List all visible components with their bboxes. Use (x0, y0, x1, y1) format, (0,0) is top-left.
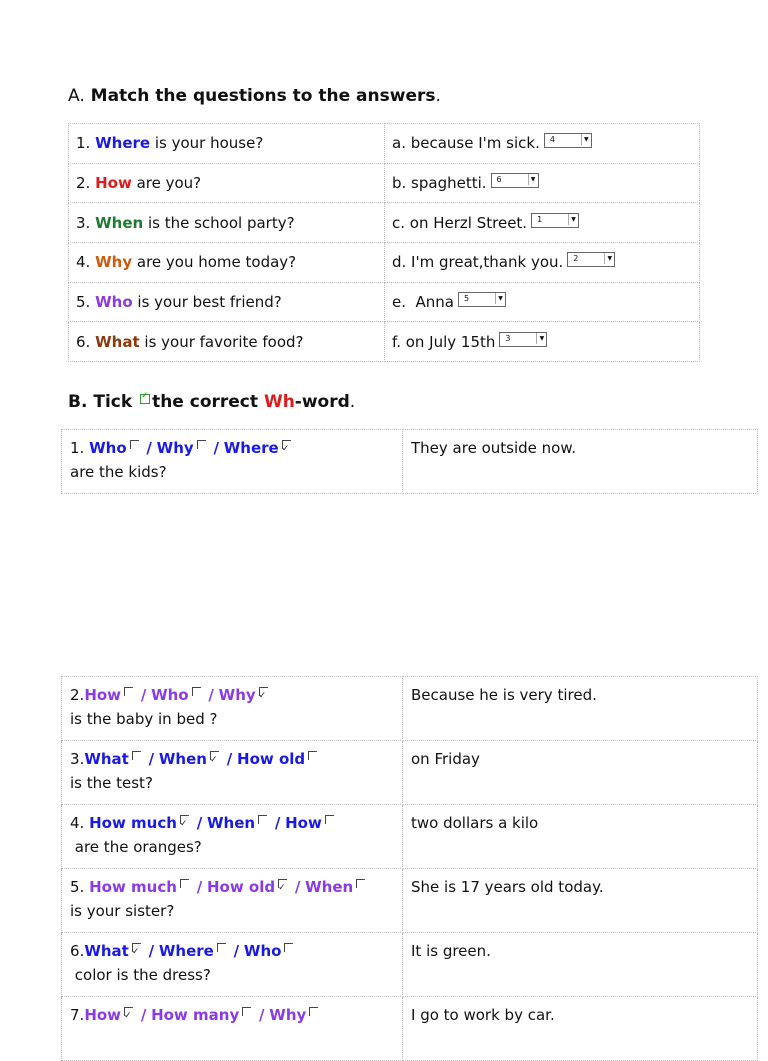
answer-cell (385, 322, 700, 362)
chevron-down-icon[interactable]: ▼ (604, 253, 614, 264)
question-cell (69, 203, 385, 243)
chevron-down-icon[interactable]: ▼ (528, 174, 538, 185)
separator: / (208, 686, 214, 704)
checkbox[interactable] (308, 751, 317, 760)
section-b-heading (68, 392, 355, 412)
table-row (69, 243, 700, 283)
table-row (62, 997, 758, 1061)
table-row (62, 933, 758, 997)
question-cell (69, 243, 385, 283)
section-b-wh: Wh (263, 392, 295, 412)
option-label: How many (151, 1006, 240, 1024)
match-table (68, 123, 700, 362)
option-label: How (84, 686, 122, 704)
question-text: is your house? (154, 134, 264, 153)
select-value: 1 (537, 214, 543, 224)
checkbox[interactable] (325, 815, 334, 824)
answer-text: on Friday (411, 750, 480, 768)
separator: / (146, 439, 152, 457)
table-row (69, 322, 700, 362)
question-cell (69, 163, 385, 203)
separator: / (148, 942, 155, 960)
answer-text: Because he is very tired. (411, 686, 597, 704)
answer-text: I go to work by car. (411, 1006, 555, 1024)
checkbox[interactable] (242, 1007, 251, 1016)
separator: / (196, 814, 203, 832)
table-row (62, 741, 758, 805)
question-number: 5. (70, 878, 85, 896)
checkbox-checked[interactable] (210, 751, 219, 760)
question-tail: is your sister? (70, 902, 175, 920)
question-number: 1. (70, 439, 85, 457)
select-value: 5 (464, 294, 470, 304)
option-label: Where (158, 942, 214, 960)
question-cell (62, 933, 403, 997)
question-number: 2. (76, 174, 91, 193)
answer-cell (403, 677, 758, 741)
question-tail: is the baby in bed ? (70, 710, 218, 728)
match-select[interactable] (458, 292, 506, 307)
select-value: 3 (505, 333, 511, 343)
separator: / (259, 1006, 265, 1024)
question-tail: are the oranges? (74, 838, 202, 856)
answer-text: e. Anna (392, 293, 454, 312)
answer-text: They are outside now. (411, 439, 576, 457)
separator: / (274, 814, 281, 832)
answer-text: d. I'm great,thank you. (392, 253, 564, 272)
answer-text: two dollars a kilo (411, 814, 539, 832)
answer-cell (385, 124, 700, 164)
answer-text: f. on July 15th (392, 332, 496, 351)
select-value: 4 (549, 135, 555, 145)
answer-text: She is 17 years old today. (411, 878, 604, 896)
checkbox[interactable] (284, 943, 293, 952)
checkbox[interactable] (356, 879, 365, 888)
question-cell (62, 869, 403, 933)
match-select[interactable] (544, 133, 592, 148)
answer-cell (385, 163, 700, 203)
answer-cell (403, 933, 758, 997)
section-a-heading (68, 86, 441, 106)
option-label: Who (89, 439, 127, 457)
checkbox-checked[interactable] (278, 879, 287, 888)
match-select[interactable] (567, 252, 615, 267)
checkbox[interactable] (197, 440, 206, 449)
select-value: 2 (573, 254, 579, 264)
option-label: Why (269, 1006, 307, 1024)
question-number: 4. (70, 814, 85, 832)
answer-cell (403, 997, 758, 1061)
wh-word: What (95, 332, 140, 351)
question-number: 6. (76, 332, 91, 351)
section-a-letter: A (68, 86, 80, 106)
checkbox[interactable] (130, 440, 139, 449)
checkbox[interactable] (258, 815, 267, 824)
option-label: Why (156, 439, 194, 457)
question-tail: are the kids? (70, 463, 167, 481)
separator: / (140, 1006, 147, 1024)
option-label: How much (89, 814, 177, 832)
table-row (62, 869, 758, 933)
option-label: Where (223, 439, 279, 457)
option-label: How old (237, 750, 306, 768)
question-number: 7. (70, 1006, 85, 1024)
section-a-end: . (435, 86, 441, 106)
question-cell (62, 997, 403, 1061)
table-row (62, 805, 758, 869)
question-text: is the school party? (147, 213, 295, 232)
separator: / (226, 750, 233, 768)
answer-text: b. spaghetti. (392, 174, 487, 193)
checkbox[interactable] (192, 687, 201, 696)
wh-word: Why (95, 253, 133, 272)
wh-word: When (95, 213, 144, 232)
checkbox-checked[interactable] (259, 687, 268, 696)
checkbox-checked[interactable] (180, 815, 189, 824)
wh-word: Where (95, 134, 151, 153)
answer-cell (385, 243, 700, 283)
option-label: Who (243, 942, 282, 960)
answer-cell (403, 741, 758, 805)
separator: / (148, 750, 155, 768)
section-a-dot: . (79, 86, 85, 106)
separator: / (196, 878, 203, 896)
wh-word: How (95, 174, 132, 193)
table-row (62, 430, 758, 494)
option-label: Why (218, 686, 256, 704)
checkbox[interactable] (309, 1007, 318, 1016)
question-text: is your favorite food? (144, 332, 304, 351)
section-b-letter: B. (68, 392, 88, 412)
chevron-down-icon[interactable]: ▼ (536, 333, 546, 344)
tick-table-1 (61, 429, 758, 494)
question-number: 3. (70, 750, 85, 768)
select-value: 6 (496, 175, 502, 185)
checkbox-checked-icon (140, 394, 150, 404)
option-label: How old (206, 878, 276, 896)
section-b-title: the correct (152, 392, 259, 412)
section-b-end: . (349, 392, 356, 412)
question-cell (62, 805, 403, 869)
checkbox-checked[interactable] (282, 440, 291, 449)
answer-cell (403, 805, 758, 869)
option-label: When (158, 750, 207, 768)
answer-cell (403, 430, 758, 494)
question-tail: color is the dress? (74, 966, 211, 984)
checkbox[interactable] (132, 751, 141, 760)
option-label: When (206, 814, 256, 832)
question-number: 6. (70, 942, 85, 960)
separator: / (140, 686, 147, 704)
checkbox[interactable] (217, 943, 226, 952)
checkbox[interactable] (124, 687, 133, 696)
section-b-word: -word (294, 392, 350, 412)
question-cell (62, 677, 403, 741)
question-number: 1. (76, 134, 91, 153)
answer-text: It is green. (411, 942, 491, 960)
separator: / (213, 439, 219, 457)
option-label: What (84, 942, 129, 960)
chevron-down-icon[interactable]: ▼ (568, 214, 578, 225)
question-cell (69, 282, 385, 322)
option-label: How (285, 814, 322, 832)
table-row (69, 163, 700, 203)
table-row (69, 282, 700, 322)
checkbox[interactable] (180, 879, 189, 888)
option-label: How (84, 1006, 122, 1024)
section-a-title: Match the questions to the answers (90, 86, 436, 106)
option-label: When (305, 878, 354, 896)
question-text: are you? (136, 174, 202, 193)
checkbox-checked[interactable] (132, 943, 141, 952)
table-row (62, 677, 758, 741)
chevron-down-icon[interactable]: ▼ (495, 293, 505, 304)
separator: / (233, 942, 240, 960)
chevron-down-icon[interactable]: ▼ (581, 134, 591, 145)
table-row (69, 124, 700, 164)
wh-word: Who (95, 293, 133, 312)
question-tail: is the test? (70, 774, 153, 792)
question-number: 4. (76, 253, 91, 272)
question-cell (69, 322, 385, 362)
checkbox-checked[interactable] (124, 1007, 133, 1016)
table-row (69, 203, 700, 243)
section-b-tick: Tick (93, 392, 133, 412)
question-number: 2. (70, 686, 85, 704)
answer-cell (385, 282, 700, 322)
match-select[interactable] (499, 332, 547, 347)
option-label: Who (151, 686, 189, 704)
option-label: What (84, 750, 129, 768)
question-number: 3. (76, 213, 91, 232)
answer-cell (403, 869, 758, 933)
match-select[interactable] (531, 213, 579, 228)
question-number: 5. (76, 293, 91, 312)
tick-table-2 (61, 676, 758, 1061)
separator: / (294, 878, 301, 896)
option-label: How much (89, 878, 177, 896)
question-cell (62, 741, 403, 805)
match-select[interactable] (491, 173, 539, 188)
answer-cell (385, 203, 700, 243)
question-cell (69, 124, 385, 164)
question-text: are you home today? (136, 253, 297, 272)
answer-text: c. on Herzl Street. (392, 213, 528, 232)
question-cell (62, 430, 403, 494)
question-text: is your best friend? (137, 293, 282, 312)
answer-text: a. because I'm sick. (392, 134, 540, 153)
